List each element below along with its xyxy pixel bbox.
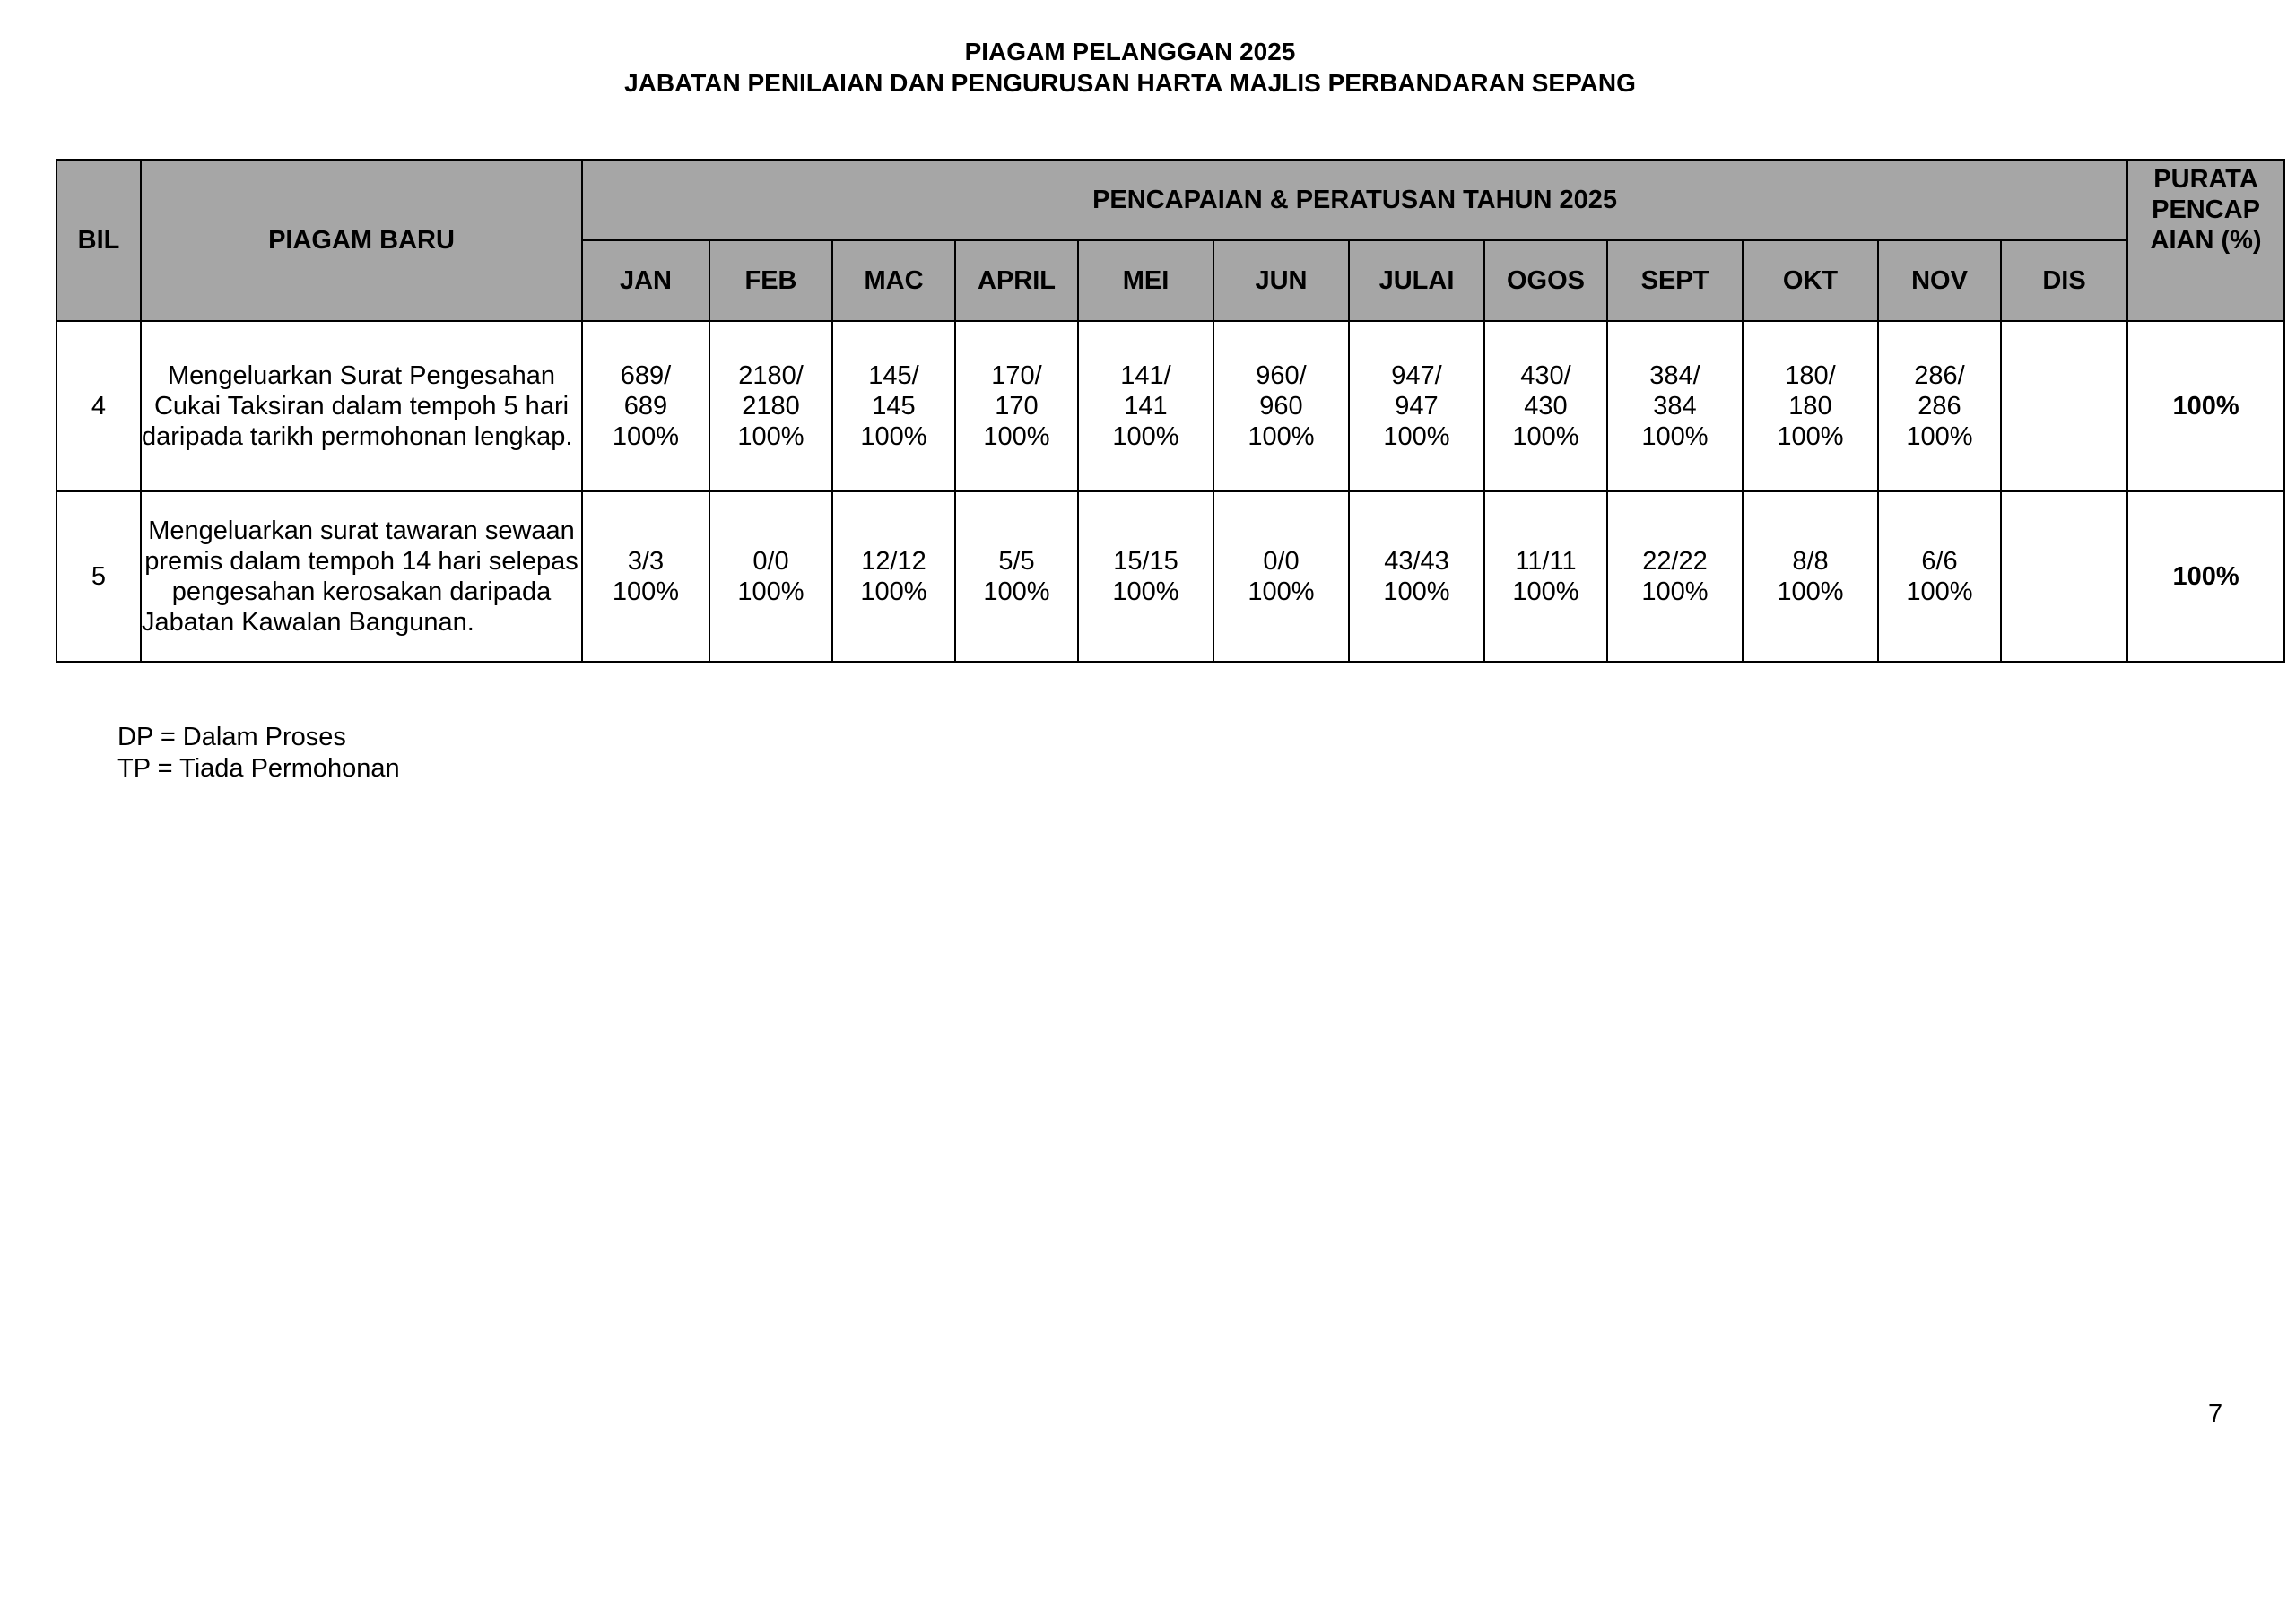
month-cell xyxy=(1743,321,1878,491)
month-cell xyxy=(1607,491,1743,662)
month-cell xyxy=(709,491,832,662)
month-cell-empty xyxy=(2001,491,2127,662)
month-cell xyxy=(1349,491,1484,662)
month-cell xyxy=(1484,491,1607,662)
cell-percent: 100% xyxy=(1641,422,1709,451)
col-header-bil: BIL xyxy=(57,160,141,321)
cell-percent: 100% xyxy=(1777,422,1844,451)
cell-value: 6/6 xyxy=(1921,547,1958,576)
month-header: MEI xyxy=(1078,240,1213,321)
cell-value: 2180 xyxy=(742,392,800,421)
month-cell xyxy=(1213,321,1349,491)
cell-value: 947/ xyxy=(1391,361,1442,390)
page-number: 7 xyxy=(2208,1400,2223,1428)
cell-percent: 100% xyxy=(1248,577,1315,606)
legend-item-tp: TP = Tiada Permohonan xyxy=(117,754,400,783)
month-cell xyxy=(832,491,955,662)
cell-value: 0/0 xyxy=(752,547,789,576)
cell-value: 5/5 xyxy=(998,547,1035,576)
month-cell xyxy=(1078,321,1213,491)
cell-value: 11/11 xyxy=(1515,547,1577,576)
cell-value: 689/ xyxy=(620,361,672,390)
cell-percent: 100% xyxy=(1512,422,1579,451)
cell-percent: 100% xyxy=(860,577,927,606)
cell-percent: 100% xyxy=(1112,422,1179,451)
month-cell xyxy=(709,321,832,491)
month-cell xyxy=(1484,321,1607,491)
month-cell xyxy=(955,321,1078,491)
col-header-average: PURATA PENCAP AIAN (%) xyxy=(2127,160,2284,321)
month-cell xyxy=(1743,491,1878,662)
month-header: SEPT xyxy=(1607,240,1743,321)
cell-value: 430/ xyxy=(1520,361,1571,390)
month-header: OKT xyxy=(1743,240,1878,321)
month-header: FEB xyxy=(709,240,832,321)
month-header: JUN xyxy=(1213,240,1349,321)
cell-value: 947 xyxy=(1395,392,1439,421)
charter-table xyxy=(56,159,2285,663)
cell-value: 141/ xyxy=(1120,361,1171,390)
month-header: NOV xyxy=(1878,240,2001,321)
cell-value: 960 xyxy=(1259,392,1303,421)
cell-percent: 100% xyxy=(1906,422,1973,451)
cell-percent: 100% xyxy=(1641,577,1709,606)
cell-percent: 100% xyxy=(1383,577,1450,606)
row-bil: 5 xyxy=(57,491,141,662)
row-bil: 4 xyxy=(57,321,141,491)
cell-value: 180/ xyxy=(1785,361,1836,390)
month-header: JAN xyxy=(582,240,709,321)
cell-percent: 100% xyxy=(1777,577,1844,606)
month-header: APRIL xyxy=(955,240,1078,321)
cell-value: 430 xyxy=(1524,392,1568,421)
month-header: OGOS xyxy=(1484,240,1607,321)
cell-percent: 100% xyxy=(737,577,804,606)
month-cell xyxy=(955,491,1078,662)
month-header: MAC xyxy=(832,240,955,321)
month-cell xyxy=(582,491,709,662)
legend-item-dp: DP = Dalam Proses xyxy=(117,723,346,751)
document-title: PIAGAM PELANGGAN 2025 xyxy=(964,38,1296,65)
cell-value: 170/ xyxy=(991,361,1042,390)
cell-percent: 100% xyxy=(860,422,927,451)
month-cell xyxy=(1607,321,1743,491)
month-cell xyxy=(1878,321,2001,491)
month-cell xyxy=(1878,491,2001,662)
month-cell xyxy=(1078,491,1213,662)
cell-value: 43/43 xyxy=(1384,547,1449,576)
cell-value: 3/3 xyxy=(627,547,665,576)
cell-value: 15/15 xyxy=(1113,547,1178,576)
cell-value: 22/22 xyxy=(1642,547,1708,576)
month-cell xyxy=(832,321,955,491)
cell-value: 384 xyxy=(1653,392,1697,421)
cell-value: 2180/ xyxy=(738,361,804,390)
row-average: 100% xyxy=(2127,321,2284,491)
month-header: DIS xyxy=(2001,240,2127,321)
col-header-piagam: PIAGAM BARU xyxy=(141,160,582,321)
cell-value: 141 xyxy=(1124,392,1168,421)
cell-value: 689 xyxy=(623,392,668,421)
col-header-achievement-group: PENCAPAIAN & PERATUSAN TAHUN 2025 xyxy=(582,160,2127,240)
cell-value: 145 xyxy=(872,392,916,421)
cell-value: 960/ xyxy=(1256,361,1307,390)
cell-percent: 100% xyxy=(983,577,1050,606)
month-cell-empty xyxy=(2001,321,2127,491)
row-description: Mengeluarkan Surat Pengesahan Cukai Taksiran dalam tempoh 5 hari daripada tarikh permohonan lengkap. xyxy=(141,321,582,491)
row-average: 100% xyxy=(2127,491,2284,662)
month-cell xyxy=(582,321,709,491)
cell-percent: 100% xyxy=(983,422,1050,451)
cell-percent: 100% xyxy=(1112,577,1179,606)
cell-percent: 100% xyxy=(1906,577,1973,606)
cell-value: 384/ xyxy=(1649,361,1700,390)
cell-value: 0/0 xyxy=(1263,547,1300,576)
cell-percent: 100% xyxy=(1248,422,1315,451)
month-header: JULAI xyxy=(1349,240,1484,321)
month-cell xyxy=(1349,321,1484,491)
cell-value: 12/12 xyxy=(861,547,926,576)
month-cell xyxy=(1213,491,1349,662)
cell-percent: 100% xyxy=(1383,422,1450,451)
cell-value: 286/ xyxy=(1914,361,1965,390)
cell-value: 145/ xyxy=(868,361,919,390)
legend xyxy=(117,722,400,785)
document-header xyxy=(0,36,2260,99)
cell-percent: 100% xyxy=(612,422,680,451)
cell-value: 8/8 xyxy=(1792,547,1829,576)
document-subtitle: JABATAN PENILAIAN DAN PENGURUSAN HARTA MAJLIS PERBANDARAN SEPANG xyxy=(624,69,1636,97)
cell-value: 170 xyxy=(995,392,1039,421)
table-row xyxy=(57,491,2284,662)
cell-percent: 100% xyxy=(1512,577,1579,606)
table-row xyxy=(57,321,2284,491)
row-description: Mengeluarkan surat tawaran sewaan premis dalam tempoh 14 hari selepas pengesahan kerosakan daripada Jabatan Kawalan Bangunan. xyxy=(141,491,582,662)
table-header-row xyxy=(57,160,2284,240)
cell-value: 180 xyxy=(1788,392,1832,421)
cell-percent: 100% xyxy=(737,422,804,451)
cell-percent: 100% xyxy=(612,577,680,606)
cell-value: 286 xyxy=(1918,392,1961,421)
